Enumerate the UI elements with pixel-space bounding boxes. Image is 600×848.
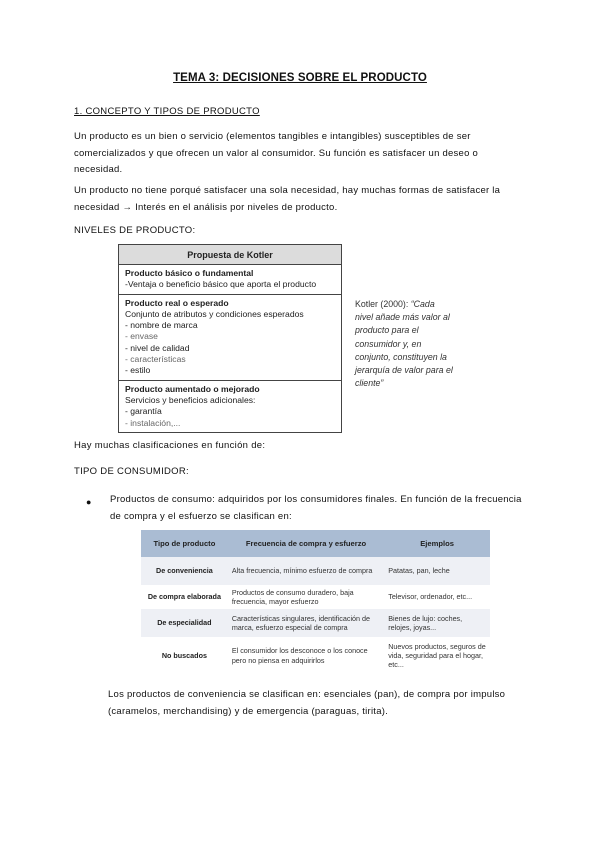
- table-cell-example: Patatas, pan, leche: [384, 557, 490, 585]
- page-title: TEMA 3: DECISIONES SOBRE EL PRODUCTO: [173, 72, 427, 84]
- table-cell-freq: Productos de consumo duradero, baja frecuencia, mayor esfuerzo: [228, 585, 384, 609]
- bullet-text: [110, 492, 522, 525]
- quote-line: consumidor y, en: [355, 338, 422, 349]
- table-cell-type: De compra elaborada: [141, 585, 228, 609]
- paragraph-necesidad: [74, 183, 500, 216]
- table-row: [141, 585, 490, 609]
- table-cell-freq: Características singulares, identificación de marca, esfuerzo especial de compra: [228, 609, 384, 637]
- consumer-product-table: [141, 530, 490, 674]
- kotler-basic-line: -Ventaja o beneficio básico que aporta el producto: [125, 279, 317, 290]
- table-cell-example: Bienes de lujo: coches, relojes, joyas...: [384, 609, 490, 637]
- closing-line: Los productos de conveniencia se clasifican en: esenciales (pan), de compra por impulso: [108, 689, 506, 700]
- quote-line: cliente”: [355, 378, 384, 389]
- table-header-cell: Tipo de producto: [141, 530, 228, 557]
- quote-line: conjunto, constituyen la: [355, 351, 447, 362]
- bullet-line: de compra y el esfuerzo se clasifican en:: [110, 510, 292, 522]
- kotler-real-line: - envase: [125, 331, 158, 342]
- table-cell-freq: El consumidor los desconoce o los conoce pero no piensa en adquirirlos: [228, 637, 384, 674]
- table-row: [141, 637, 490, 674]
- bullet-icon: ●: [86, 497, 92, 507]
- kotler-real-line: - nombre de marca: [125, 320, 198, 331]
- kotler-real-line: - estilo: [125, 365, 151, 376]
- section-heading: 1. CONCEPTO Y TIPOS DE PRODUCTO: [74, 106, 260, 117]
- table-cell-type: No buscados: [141, 637, 228, 674]
- niveles-label: NIVELES DE PRODUCTO:: [74, 225, 196, 236]
- quote-line: jerarquía de valor para el: [355, 365, 453, 376]
- closing-line: (caramelos, merchandising) y de emergencia (paraguas, tirita).: [108, 705, 389, 717]
- table-cell-freq: Alta frecuencia, mínimo esfuerzo de compra: [228, 557, 384, 585]
- table-header-cell: Frecuencia de compra y esfuerzo: [228, 530, 384, 557]
- kotler-table-header: Propuesta de Kotler: [119, 245, 341, 265]
- table-header-row: [141, 530, 490, 557]
- kotler-real-title: Producto real o esperado: [125, 297, 229, 308]
- table-cell-type: De conveniencia: [141, 557, 228, 585]
- kotler-basic-section: [119, 265, 341, 294]
- table-row: [141, 609, 490, 637]
- kotler-table: [118, 244, 342, 433]
- table-cell-example: Nuevos productos, seguros de vida, seguridad para el hogar, etc...: [384, 637, 490, 674]
- quote-line: producto para el: [355, 325, 419, 336]
- kotler-real-line: - características: [125, 354, 186, 365]
- paragraph-line: Un producto es un bien o servicio (elementos tangibles e intangibles) susceptibles de ser: [74, 131, 471, 142]
- kotler-augmented-title: Producto aumentado o mejorado: [125, 383, 260, 394]
- paragraph-definition: [74, 129, 478, 179]
- kotler-augmented-section: [119, 380, 341, 432]
- table-row: [141, 557, 490, 585]
- quote-line: “Cada: [410, 299, 435, 309]
- table-cell-type: De especialidad: [141, 609, 228, 637]
- bullet-line: Productos de consumo: adquiridos por los consumidores finales. En función de la frecuencia: [110, 494, 522, 505]
- quote-lead: Kotler (2000):: [355, 299, 411, 309]
- kotler-augmented-line: - garantía: [125, 406, 162, 417]
- kotler-real-line: Conjunto de atributos y condiciones esperados: [125, 308, 304, 319]
- kotler-basic-title: Producto básico o fundamental: [125, 268, 254, 278]
- paragraph-line: necesidad → Interés en el análisis por niveles de producto.: [74, 201, 338, 213]
- kotler-real-line: - nivel de calidad: [125, 342, 190, 353]
- quote-line: nivel añade más valor al: [355, 312, 450, 323]
- paragraph-line: necesidad.: [74, 164, 123, 175]
- paragraph-line: Un producto no tiene porqué satisfacer una sola necesidad, hay muchas formas de satisfacer la: [74, 185, 501, 196]
- clasificaciones-text: Hay muchas clasificaciones en función de:: [74, 440, 266, 451]
- kotler-augmented-line: Servicios y beneficios adicionales:: [125, 394, 256, 405]
- closing-paragraph: [108, 687, 505, 720]
- kotler-real-section: [119, 294, 341, 380]
- paragraph-line: comercializados y que ofrecen un valor al consumidor. Su función es satisfacer un deseo o: [74, 147, 479, 159]
- table-header-cell: Ejemplos: [384, 530, 490, 557]
- kotler-augmented-line: - instalación,...: [125, 417, 181, 428]
- tipo-consumidor-label: TIPO DE CONSUMIDOR:: [74, 466, 189, 477]
- kotler-quote: [355, 298, 485, 390]
- table-cell-example: Televisor, ordenador, etc...: [384, 585, 490, 609]
